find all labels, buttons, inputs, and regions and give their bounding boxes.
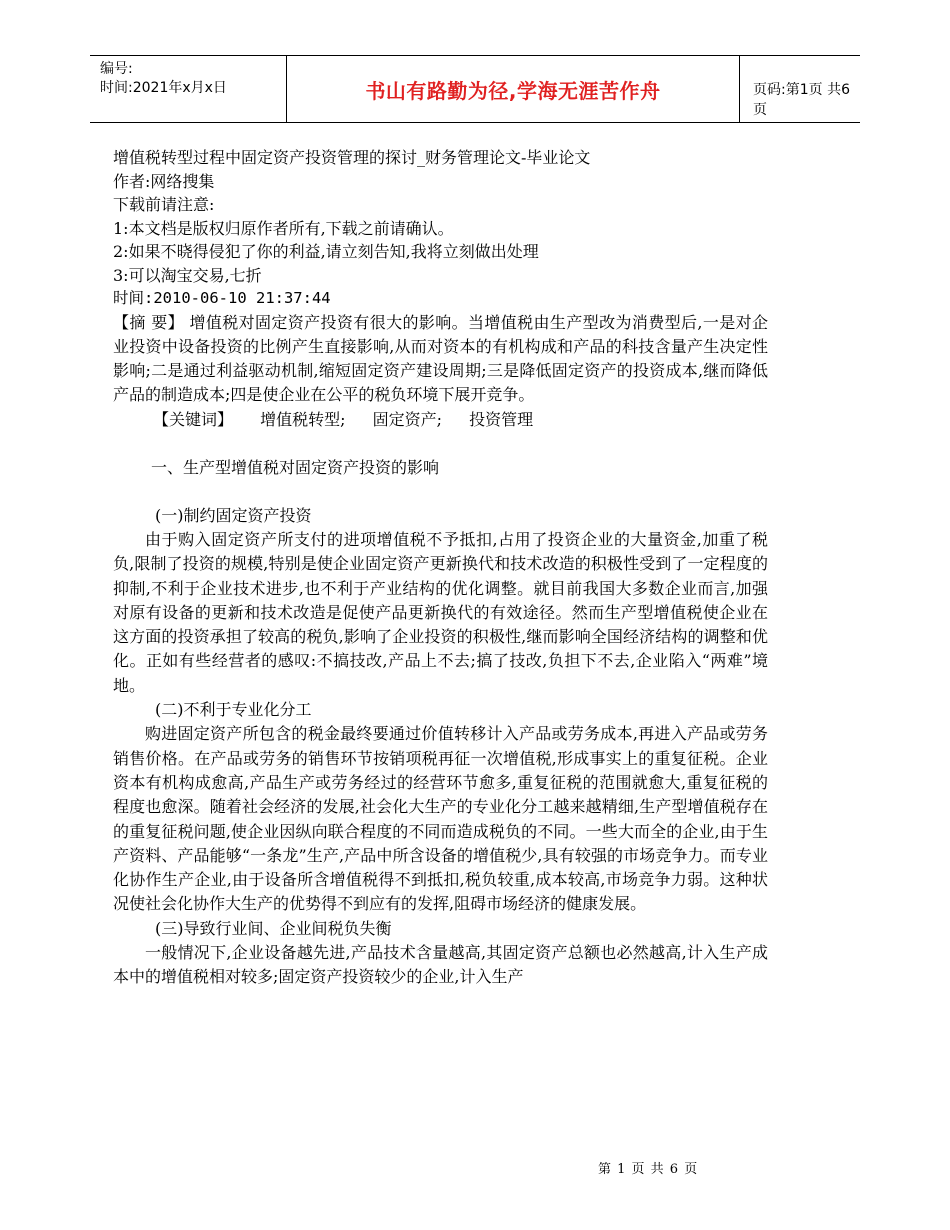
section-heading: 一、生产型增值税对固定资产投资的影响: [151, 457, 440, 477]
notice-item: 1:本文档是版权归原作者所有,下载之前请确认。: [113, 218, 454, 238]
keyword: 投资管理: [469, 409, 534, 429]
document-body: [113, 146, 768, 990]
doc-author: 作者:网络搜集: [113, 171, 215, 191]
header-time-label: 时间:2021年x月x日: [100, 80, 227, 96]
subsection-heading: (三)导致行业间、企业间税负失衡: [155, 918, 392, 938]
header-page-info: 页码:第1页 共6页: [753, 82, 850, 118]
notice-item: 2:如果不晓得侵犯了你的利益,请立刻告知,我将立刻做出处理: [113, 242, 539, 261]
header-motto: 书山有路勤为径,学海无涯苦作舟: [365, 78, 661, 103]
keyword: 增值税转型;: [260, 409, 346, 429]
spacer: [113, 432, 768, 456]
keyword: 固定资产;: [372, 409, 443, 429]
notice-item: 3:可以淘宝交易,七折: [113, 265, 262, 285]
page-header: [90, 55, 860, 123]
header-number-label: 编号:: [100, 61, 133, 77]
page-footer: 第 1 页 共 6 页: [598, 1162, 699, 1177]
subsection-heading: (二)不利于专业化分工: [155, 700, 312, 720]
abstract-paragraph: 【摘 要】 增值税对固定资产投资有很大的影响。当增值税由生产型改为消费型后,一是对企业投资中设备投资的比例产生直接影响,从而对资本的有机构成和产品的科技含量产生决定性影响;二是通过利益驱动机制,缩短固定资产建设周期;三是降低固定资产的投资成本,继而降低产品的制造成本;四是使企业在公平的税负环境下展开竞争。: [113, 312, 768, 405]
keywords-label: 【关键词】: [153, 409, 234, 429]
header-motto-cell: [286, 56, 740, 122]
body-paragraph: 由于购入固定资产所支付的进项增值税不予抵扣,占用了投资企业的大量资金,加重了税负,限制了投资的规模,特别是使企业固定资产更新换代和技术改造的积极性受到了一定程度的抑制,不利于企业技术进步,也不利于产业结构的优化调整。就目前我国大多数企业而言,加强对原有设备的更新和技术改造是促使产品更新换代的有效途径。然而生产型增值税使企业在这方面的投资承担了较高的税负,影响了企业投资的积极性,继而影响全国经济结构的调整和优化。正如有些经营者的感叹:不搞技改,产品上不去;搞了技改,负担下不去,企业陷入“两难”境地。: [113, 529, 768, 695]
header-meta: [100, 60, 285, 98]
spacer: [113, 480, 768, 504]
subsection-heading: (一)制约固定资产投资: [155, 505, 312, 525]
doc-time: 时间:2010-06-10 21:37:44: [113, 289, 331, 307]
doc-title: 增值税转型过程中固定资产投资管理的探讨_财务管理论文-毕业论文: [113, 148, 591, 167]
body-paragraph: 一般情况下,企业设备越先进,产品技术含量越高,其固定资产总额也必然越高,计入生产成本中的增值税相对较多;固定资产投资较少的企业,计入生产: [113, 943, 768, 987]
keywords-line: [113, 408, 768, 432]
body-paragraph: 购进固定资产所包含的税金最终要通过价值转移计入产品或劳务成本,再进入产品或劳务销售价格。在产品或劳务的销售环节按销项税再征一次增值税,形成事实上的重复征税。企业资本有机构成愈高,产品生产或劳务经过的经营环节愈多,重复征税的范围就愈大,重复征税的程度也愈深。随着社会经济的发展,社会化大生产的专业化分工越来越精细,生产型增值税存在的重复征税问题,使企业因纵向联合程度的不同而造成税负的不同。一些大而全的企业,由于生产资料、产品能够“一条龙”生产,产品中所含设备的增值税少,具有较强的市场竞争力。而专业化协作生产企业,由于设备所含增值税得不到抵扣,税负较重,成本较高,市场竞争力弱。这种状况使社会化协作大生产的优势得不到应有的发挥,阻碍市场经济的健康发展。: [113, 724, 768, 914]
notice-title: 下载前请注意:: [113, 195, 215, 214]
